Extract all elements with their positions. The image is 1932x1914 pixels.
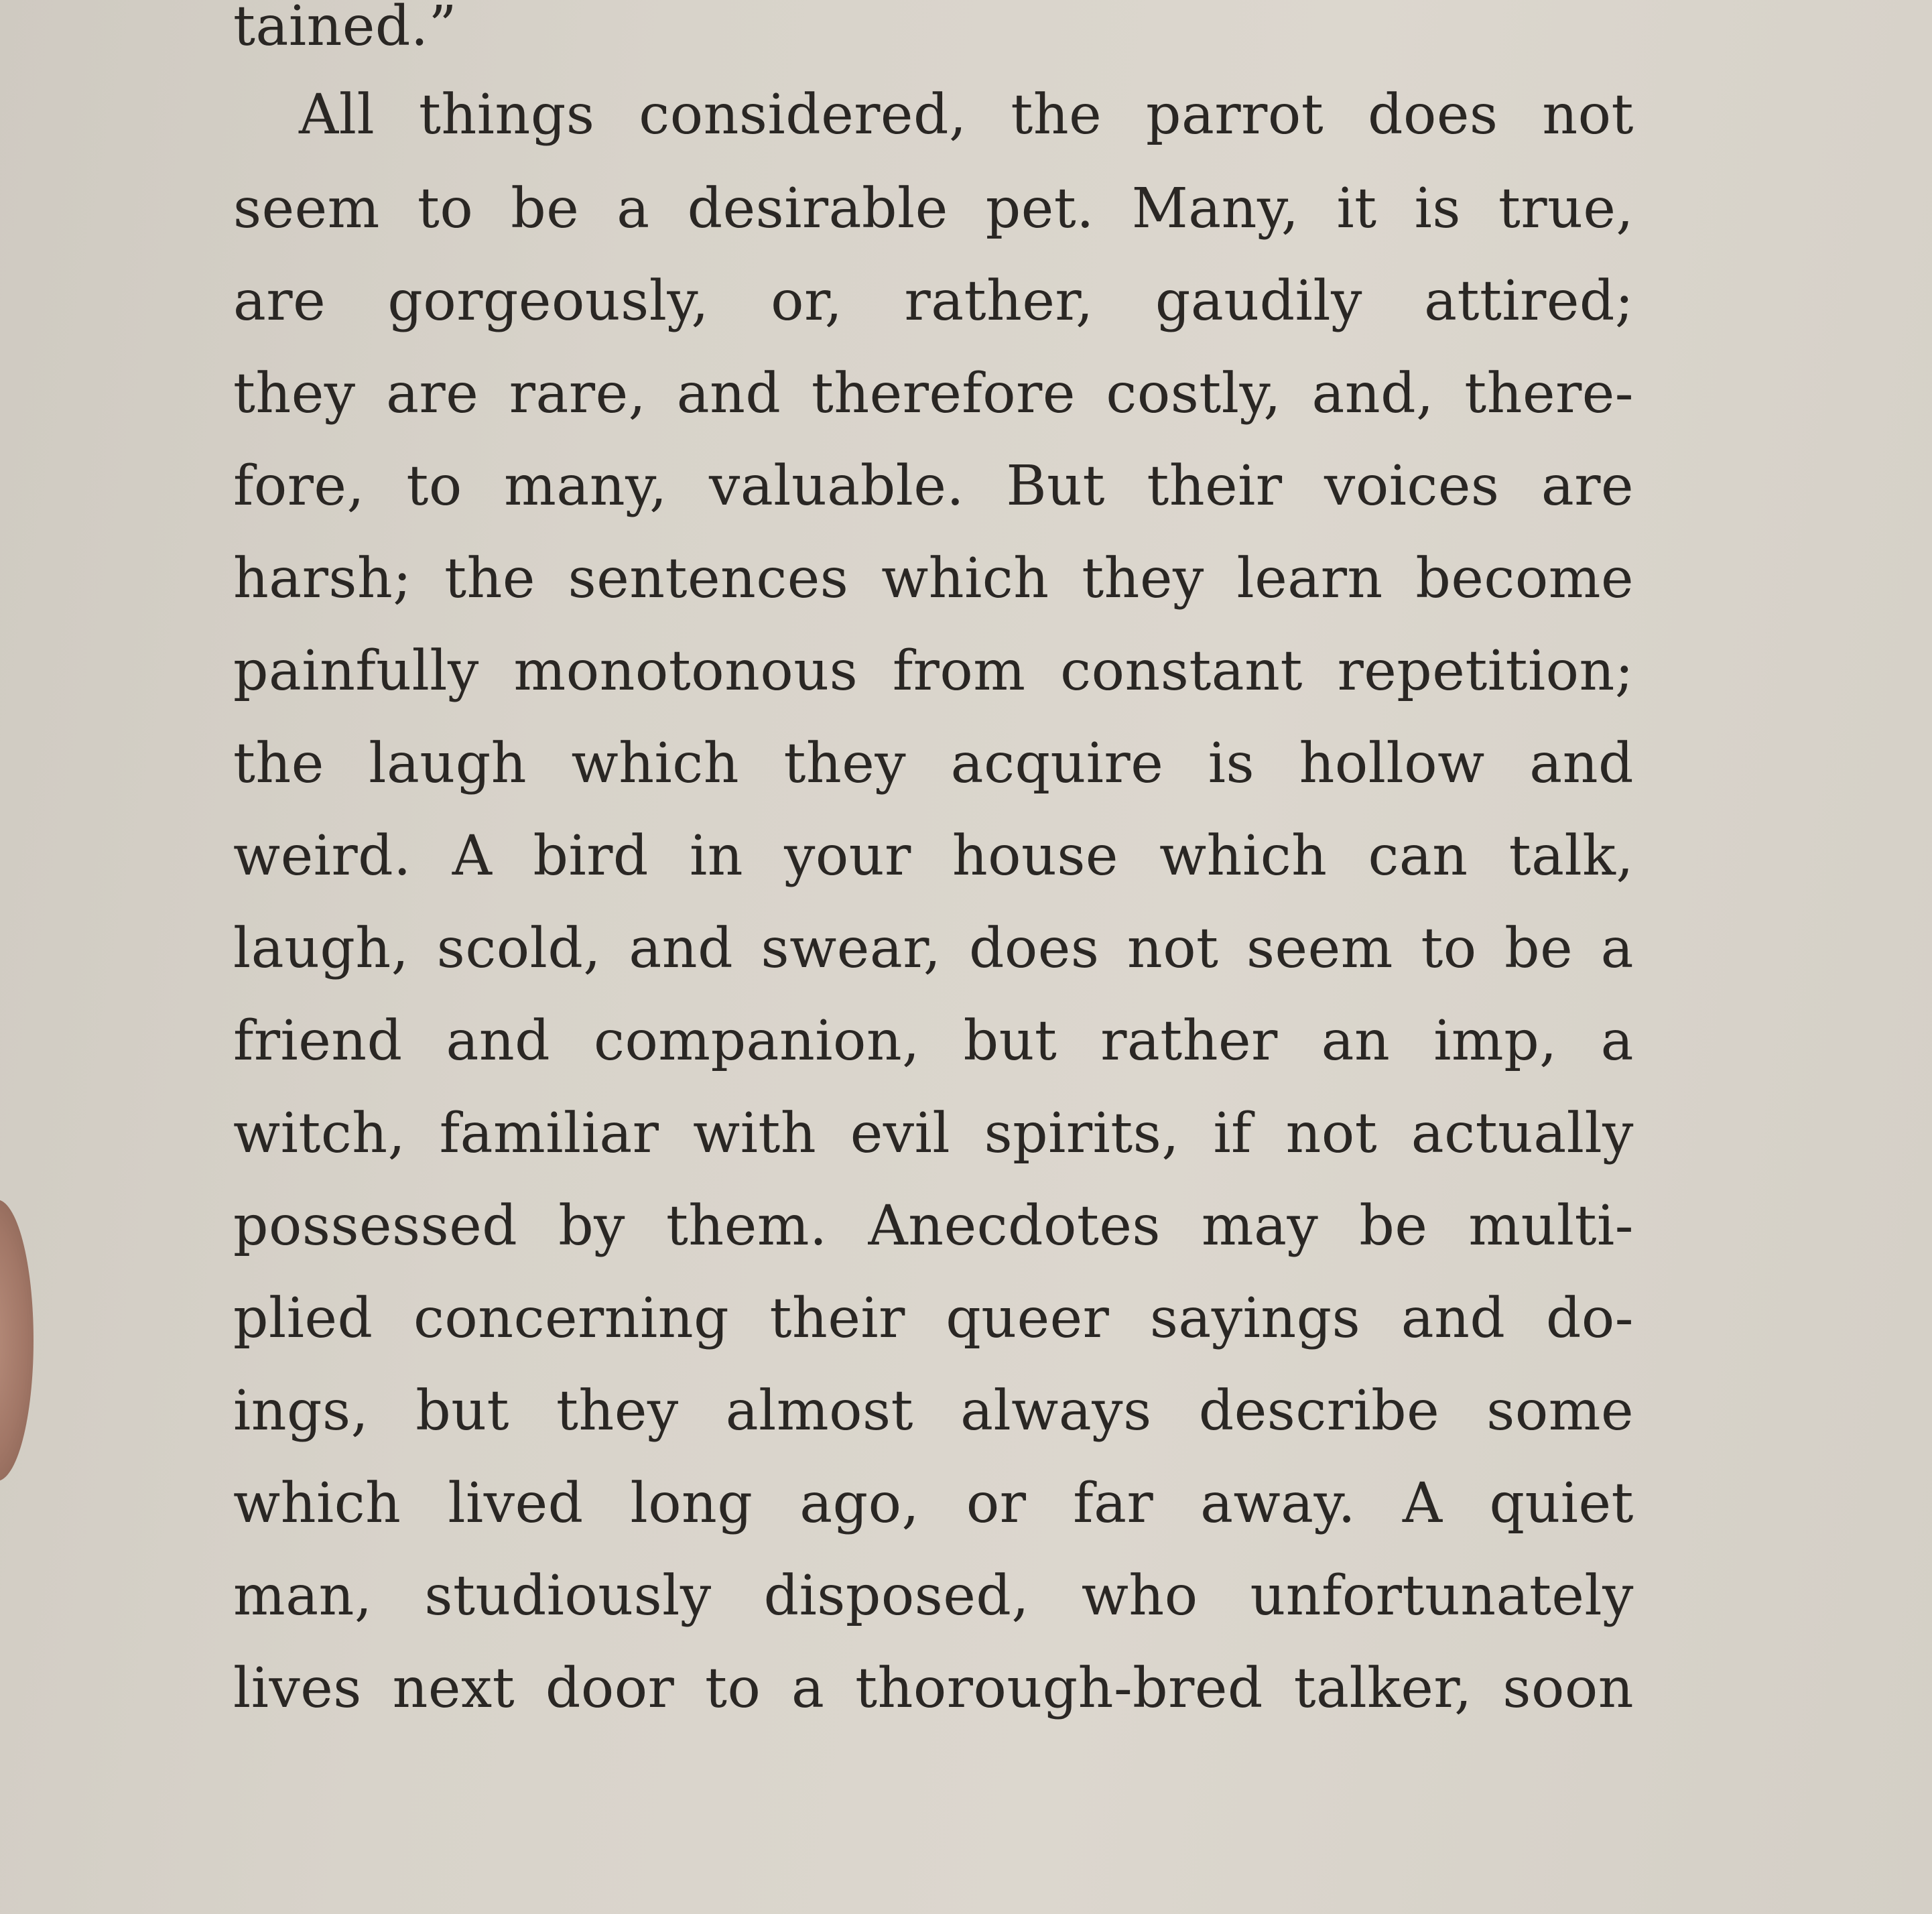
text-line: they are rare, and therefore costly, and, there- [233, 362, 1634, 426]
text-line: ings, but they almost always describe some [233, 1379, 1634, 1443]
text-line: are gorgeously, or, rather, gaudily attired; [233, 269, 1634, 333]
text-line: friend and companion, but rather an imp, a [233, 1009, 1634, 1073]
text-line: which lived long ago, or far away. A quiet [233, 1472, 1634, 1535]
text-line: plied concerning their queer sayings and do- [233, 1287, 1634, 1350]
text-line: fore, to many, valuable. But their voices are [233, 454, 1634, 518]
text-line: lives next door to a thorough-bred talker, soon [233, 1657, 1634, 1720]
text-line: weird. A bird in your house which can talk, [233, 824, 1634, 888]
text-line: laugh, scold, and swear, does not seem to be a [233, 917, 1634, 980]
text-line: tained.” [233, 0, 457, 58]
text-line: witch, familiar with evil spirits, if not actually [233, 1102, 1634, 1165]
thumb-edge [0, 1200, 34, 1481]
text-line: painfully monotonous from constant repetition; [233, 639, 1634, 703]
text-line: All things considered, the parrot does not [299, 83, 1634, 147]
text-line: possessed by them. Anecdotes may be multi- [233, 1194, 1634, 1258]
text-line: the laugh which they acquire is hollow and [233, 732, 1634, 795]
text-line: seem to be a desirable pet. Many, it is true, [233, 177, 1634, 241]
text-line: harsh; the sentences which they learn become [233, 547, 1634, 611]
text-line: man, studiously disposed, who unfortunately [233, 1564, 1634, 1628]
